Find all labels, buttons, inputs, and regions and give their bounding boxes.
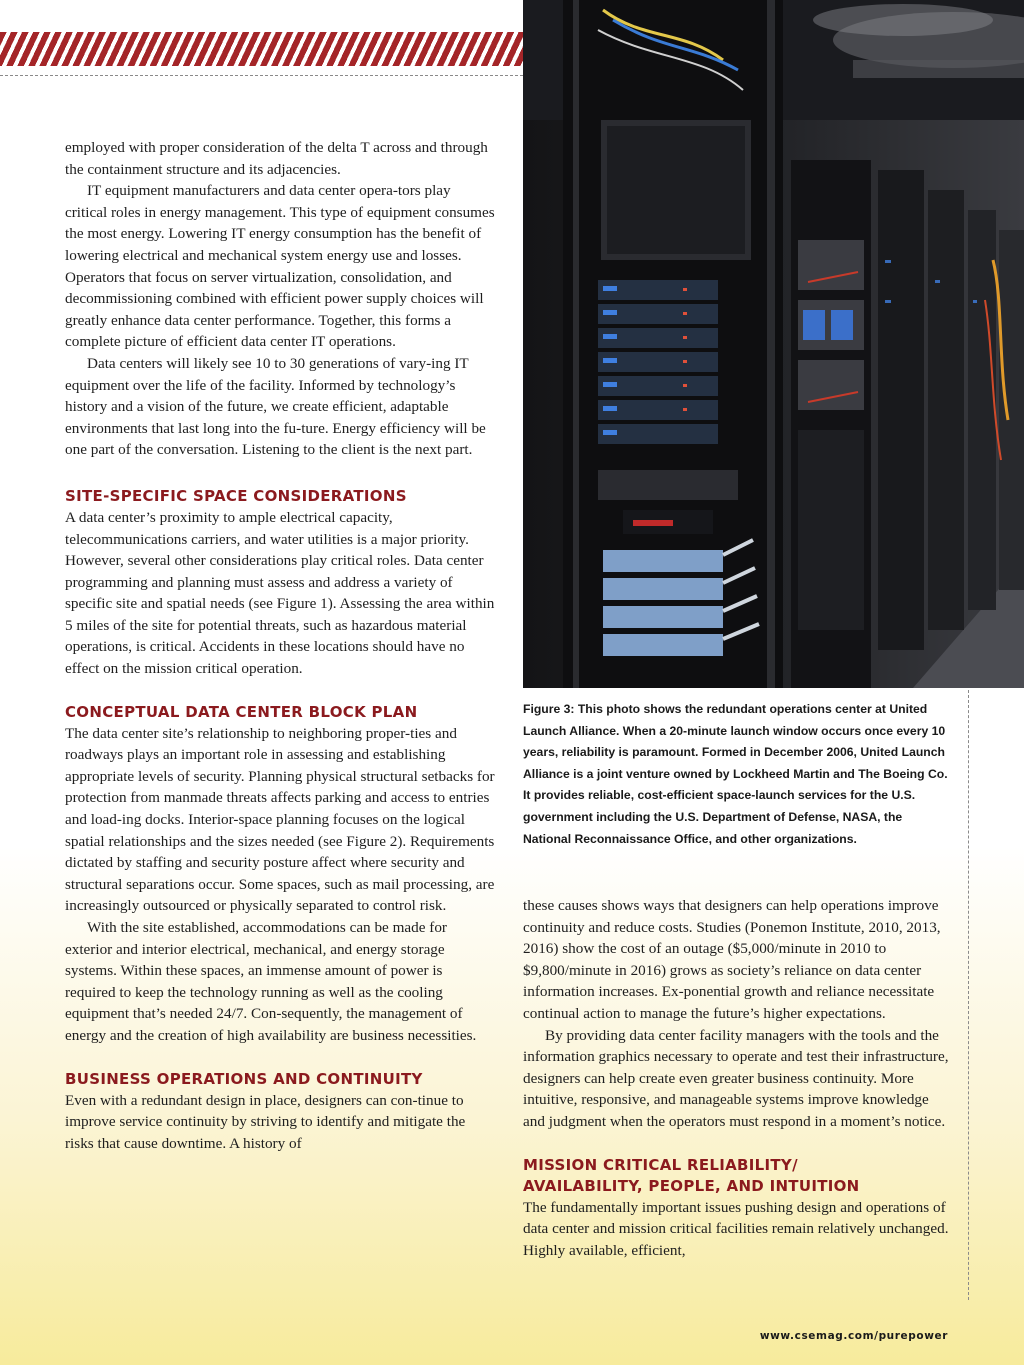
footer-url[interactable]: www.csemag.com/purepower bbox=[759, 1330, 948, 1342]
header-dashed-rule bbox=[0, 75, 523, 76]
header-hatch-band bbox=[0, 32, 523, 66]
left-paragraph-6: With the site established, accommodations can be made for exterior and interior electrical, mechanical, and energy storage systems. Within these spaces, an immense amount of power is required to keep the technology running as well as the cooling equipment that’s needed 24/7. Con-sequently, the management of energy and the creation of high availability are business necessities. bbox=[65, 919, 477, 1044]
left-paragraph-4: A data center’s proximity to ample electrical capacity, telecommunications carriers, and water utilities is a major priority. However, several other considerations play critical roles. Data center programming and planning must assess and address a variety of specific site and spatial needs (see Figure 1). Assessing the area within 5 miles of the site for potential threats, such as hazardous material operations, is critical. Accidents in these locations should have no effect on the mission critical operation. bbox=[65, 508, 495, 678]
right-paragraph-2: By providing data center facility managers with the tools and the information graphics necessary to operate and test their infrastructure, designers can help create even greater business continuity. More intuitive, responsive, and manageable systems improve knowledge and judgment when the operators must respond in a moment’s notice. bbox=[523, 1026, 949, 1130]
server-rack-photo bbox=[523, 0, 1024, 688]
right-paragraph-3: The fundamentally important issues pushing design and operations of data center and mission critical facilities remain relatively unchanged. Highly available, efficient, bbox=[523, 1198, 949, 1259]
left-paragraph-5: The data center site’s relationship to neighboring proper-ties and roadways plays an important role in assessing and establishing appropriate levels of security. Planning physical structural setbacks for protection from manmade threats affects parking and access to entries and load-ing docks. Interior-space planning focuses on the logical spatial relationships and the sizes needed (see Figure 2). Requirements dictated by staffing and security posture affect where security and structural separations occur. Some spaces, such as mail processing, are increasingly outsourced or physically separated to control risk. bbox=[65, 724, 495, 915]
left-column bbox=[65, 137, 495, 1154]
left-paragraph-2: IT equipment manufacturers and data center opera-tors play critical roles in energy management. This type of equipment consumes the most energy. Lowering IT energy consumption has the benefit of lowering electrical and mechanical system energy use and losses. Operators that focus on server virtualization, consolidation, and decommissioning combined with efficient power supply choices will greatly enhance data center performance. Together, this forms a complete picture of efficient data center IT operations. bbox=[65, 182, 495, 351]
heading-mission-critical-line-2: AVAILABILITY, PEOPLE, AND INTUITION bbox=[523, 1176, 860, 1195]
right-paragraph-1: these causes shows ways that designers can help operations improve continuity and reduce costs. Studies (Ponemon Institute, 2010, 2013, 2016) show the cost of an outage ($5,000/minute in 2010 to $9,800/minute in 2016) grows as society’s reliance on data center information increases. Ex-ponential growth and reliance necessitate continual action to manage the future’s higher expectations. bbox=[523, 897, 941, 1022]
left-paragraph-3: Data centers will likely see 10 to 30 generations of vary-ing IT equipment over the life of the facility. Informed by technology’s history and a vision of the future, we create efficient, adaptable environments that last long into the fu-ture. Energy efficiency will be one part of the conversation. Listening to the client is the next part. bbox=[65, 354, 486, 459]
heading-mission-critical-line-1: MISSION CRITICAL RELIABILITY/ bbox=[523, 1155, 798, 1174]
server-rack-illustration bbox=[523, 0, 1024, 688]
column-dashed-rule bbox=[968, 690, 969, 1300]
heading-business-operations: BUSINESS OPERATIONS AND CONTINUITY bbox=[65, 1069, 423, 1088]
figure-3-caption: Figure 3: This photo shows the redundant operations center at United Launch Alliance. When a 20-minute launch window occurs once every 10 years, reliability is paramount. Formed in December 2006, United Launch Alliance is a joint venture owned by Lockheed Martin and The Boeing Co. It provides reliable, cost-efficient space-launch services for the U.S. government including the U.S. Department of Defense, NASA, the National Reconnaissance Office, and other organizations. bbox=[523, 702, 948, 846]
left-paragraph-1: employed with proper consideration of the delta T across and through the containment structure and its adjacencies. bbox=[65, 139, 488, 178]
left-paragraph-7: Even with a redundant design in place, designers can con-tinue to improve service continuity by striving to identify and mitigate the risks that cause downtime. A history of bbox=[65, 1091, 466, 1152]
heading-block-plan: CONCEPTUAL DATA CENTER BLOCK PLAN bbox=[65, 702, 418, 721]
right-column bbox=[523, 895, 953, 1261]
heading-site-specific: SITE-SPECIFIC SPACE CONSIDERATIONS bbox=[65, 486, 407, 505]
